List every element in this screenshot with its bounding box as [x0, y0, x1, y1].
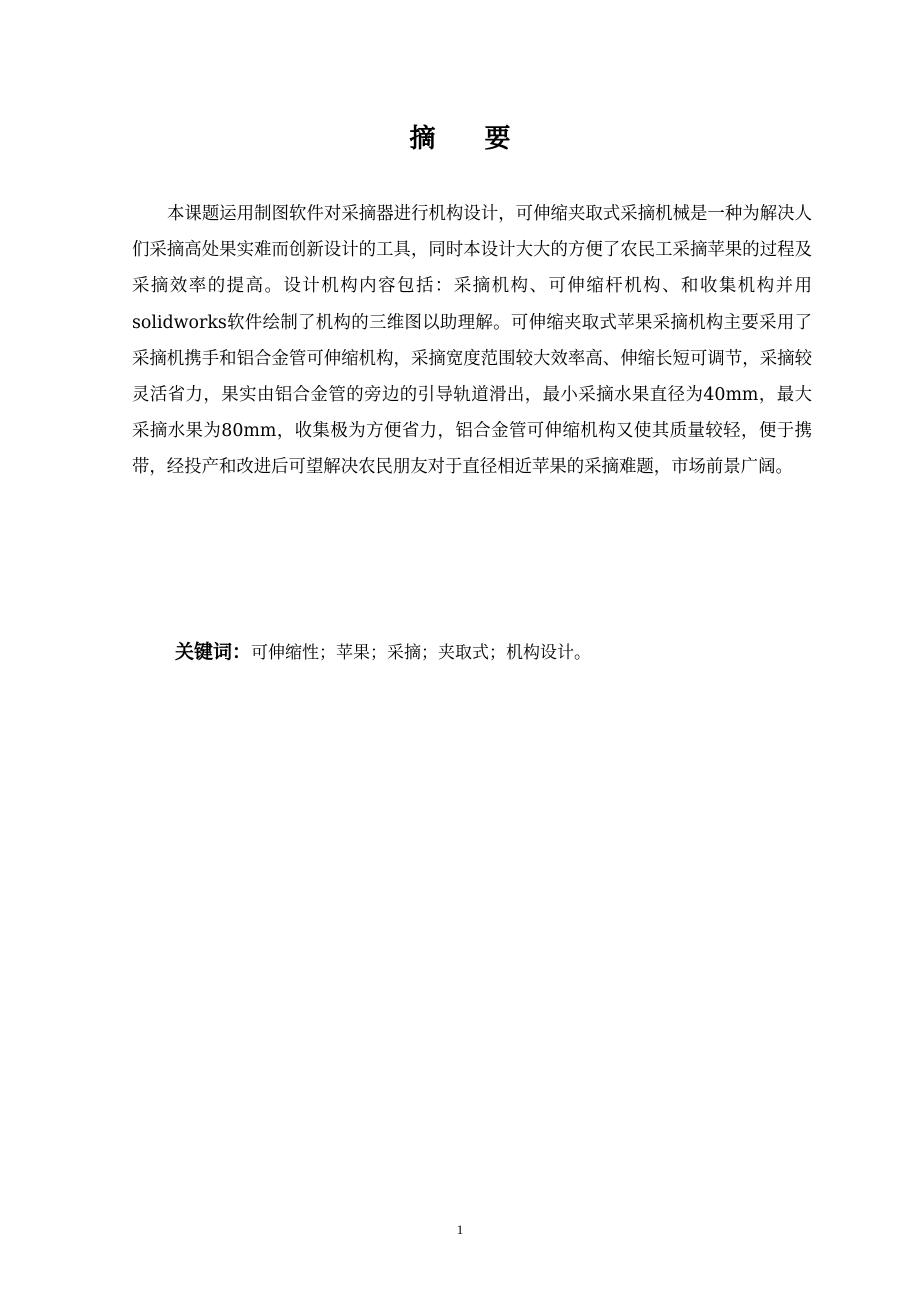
- page-title: 摘 要: [409, 124, 531, 154]
- abstract-paragraph: 本课题运用制图软件对采摘器进行机构设计，可伸缩夹取式采摘机械是一种为解决人们采摘高处果实难而创新设计的工具，同时本设计大大的方便了农民工采摘苹果的过程及采摘效率的提高。设计机构内容包括：采摘机构、可伸缩杆机构、和收集机构并用solidworks软件绘制了机构的三维图以助理解。可伸缩夹取式苹果采摘机构主要采用了采摘机携手和铝合金管可伸缩机构，采摘宽度范围较大效率高、伸缩长短可调节，采摘较灵活省力，果实由铝合金管的旁边的引导轨道滑出，最小采摘水果直径为40mm，最大采摘水果为80mm，收集极为方便省力，铝合金管可伸缩机构又使其质量较轻，便于携带，经投产和改进后可望解决农民朋友对于直径相近苹果的采摘难题，市场前景广阔。: [132, 204, 812, 478]
- page-number: 1: [456, 1222, 464, 1237]
- keywords-text: 可伸缩性；苹果；采摘；夹取式；机构设计。: [251, 643, 592, 663]
- keywords-label: 关键词：: [175, 641, 252, 663]
- keywords-line: [175, 634, 815, 671]
